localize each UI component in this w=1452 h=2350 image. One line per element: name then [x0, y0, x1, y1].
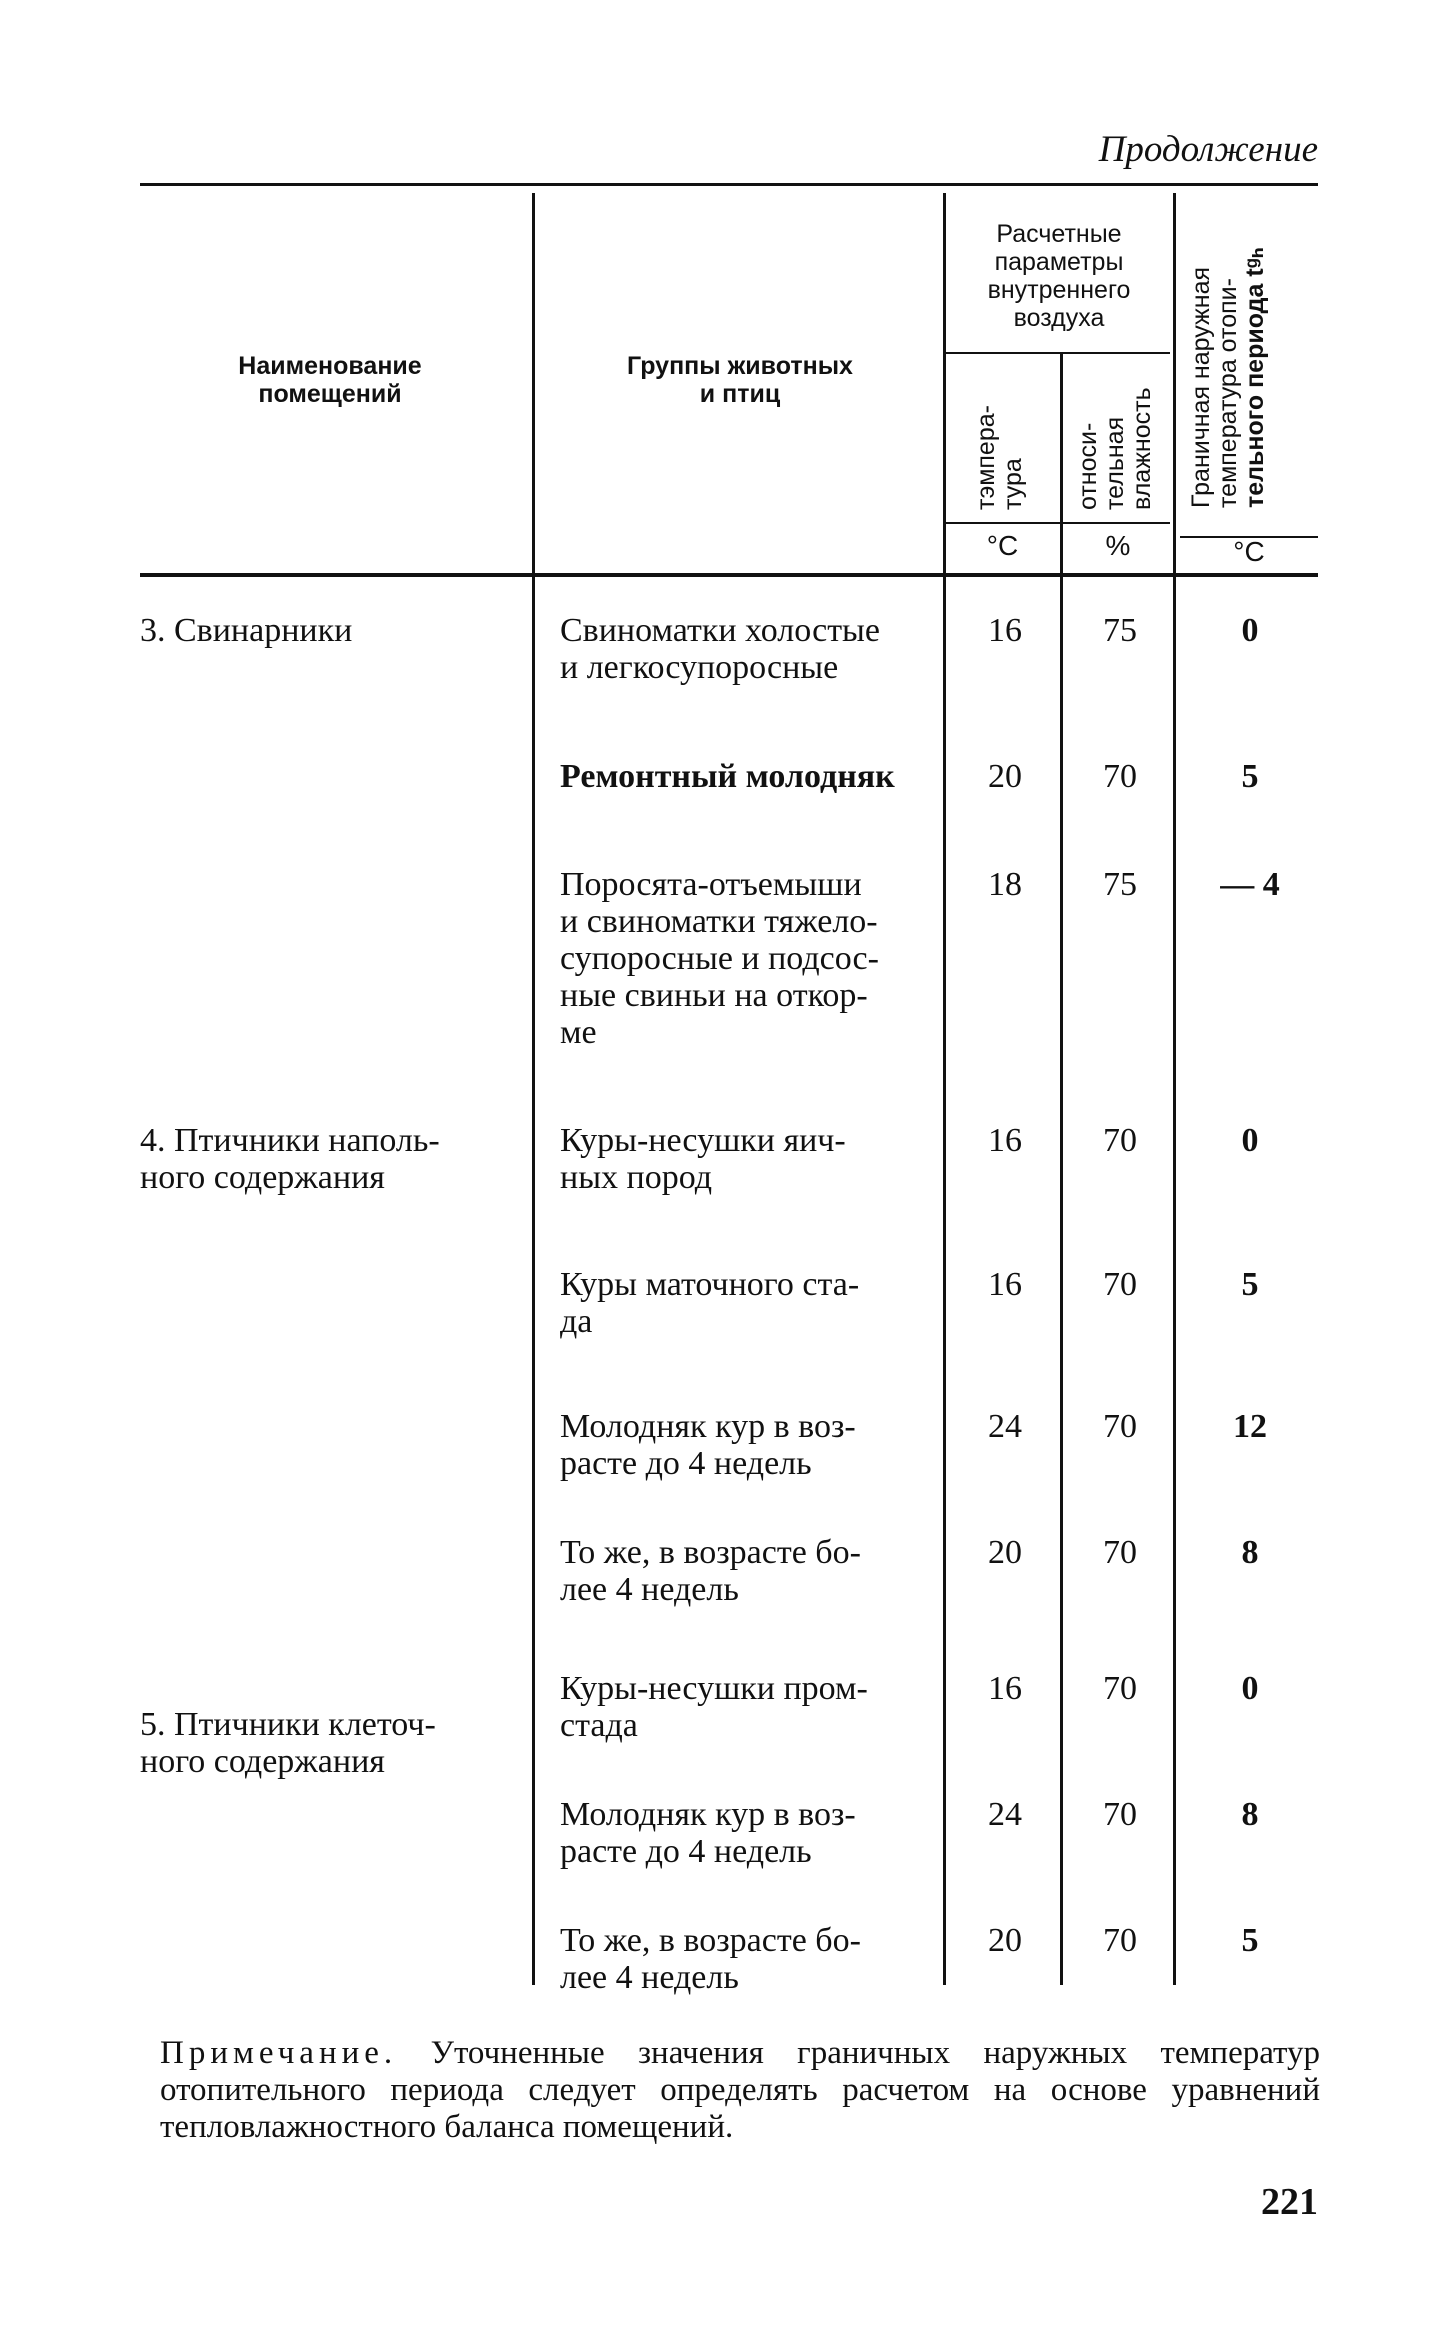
- unit-temperature: °С: [986, 530, 1019, 561]
- animal-group: [560, 1408, 940, 1482]
- cell-boundary-temp: 5: [1241, 758, 1259, 795]
- continuation-label: Продолжение: [1098, 129, 1318, 170]
- room-name-line: 3. Свинарники: [140, 612, 353, 649]
- header-boundary-line: температура отопи-: [1214, 278, 1242, 508]
- cell-temperature: 20: [988, 758, 1022, 795]
- animal-group-line: да: [560, 1303, 593, 1340]
- table-top-rule: [140, 183, 1318, 186]
- header-params-line: параметры: [994, 248, 1124, 276]
- header-groups-line: и птиц: [699, 380, 781, 408]
- col-divider-2: [943, 193, 946, 1985]
- animal-group: [560, 1796, 940, 1870]
- header-temperature: [973, 405, 1027, 510]
- animal-group-line: лее 4 недель: [560, 1571, 739, 1608]
- header-room-name: [140, 352, 520, 408]
- animal-group-line: и легкосупоросные: [560, 649, 839, 686]
- cell-temperature: 16: [988, 612, 1022, 649]
- header-params-line: воздуха: [1013, 304, 1105, 332]
- animal-group: [560, 1534, 940, 1608]
- animal-group: [560, 612, 940, 686]
- cell-humidity: 70: [1103, 1796, 1137, 1833]
- cell-humidity: 70: [1103, 1266, 1137, 1303]
- cell-humidity: 70: [1103, 1670, 1137, 1707]
- animal-group-line: Куры-несушки пром-: [560, 1670, 868, 1707]
- cell-boundary-temp: 12: [1233, 1408, 1267, 1445]
- room-name: [140, 612, 520, 649]
- animal-group: [560, 1266, 940, 1340]
- animal-group-line: То же, в возрасте бо-: [560, 1534, 861, 1571]
- animal-group-line: супоросные и подсос-: [560, 940, 879, 977]
- animal-group: [560, 1670, 940, 1744]
- room-name-line: 5. Птичники клеточ-: [140, 1706, 436, 1743]
- cell-temperature: 24: [988, 1796, 1022, 1833]
- header-bottom-rule: [140, 573, 1318, 577]
- animal-group: [560, 1922, 940, 1996]
- header-humidity-line: относи-: [1074, 422, 1102, 510]
- cell-temperature: 20: [988, 1534, 1022, 1571]
- cell-boundary-temp: 8: [1241, 1796, 1259, 1833]
- animal-group: [560, 866, 940, 1051]
- animal-group-line: лее 4 недель: [560, 1959, 739, 1996]
- animal-group-line: Молодняк кур в воз-: [560, 1796, 856, 1833]
- cell-boundary-temp: 5: [1241, 1266, 1259, 1303]
- animal-group: [560, 1122, 940, 1196]
- cell-humidity: 70: [1103, 1408, 1137, 1445]
- cell-humidity: 70: [1103, 1122, 1137, 1159]
- room-name-line: 4. Птичники наполь-: [140, 1122, 440, 1159]
- col-divider-4: [1173, 193, 1176, 1985]
- room-name: [140, 1122, 520, 1196]
- cell-temperature: 16: [988, 1122, 1022, 1159]
- header-params-line: внутреннего: [987, 276, 1131, 304]
- cell-boundary-temp: 8: [1241, 1534, 1259, 1571]
- cell-humidity: 70: [1103, 1534, 1137, 1571]
- animal-group-line: Поросята-отъемыши: [560, 866, 862, 903]
- animal-group-line: ме: [560, 1014, 597, 1051]
- col-divider-1: [532, 193, 535, 1985]
- header-params: [948, 220, 1170, 332]
- cell-temperature: 18: [988, 866, 1022, 903]
- header-boundary-temp: [1188, 247, 1269, 508]
- cell-humidity: 75: [1103, 866, 1137, 903]
- footnote: [160, 2035, 1320, 2146]
- header-humidity: [1075, 387, 1156, 510]
- cell-boundary-temp: 0: [1241, 612, 1259, 649]
- animal-group-line: То же, в возрасте бо-: [560, 1922, 861, 1959]
- cell-boundary-temp: 0: [1241, 1670, 1259, 1707]
- cell-temperature: 16: [988, 1670, 1022, 1707]
- col-divider-3: [1060, 354, 1063, 1985]
- room-name-line: ного содержания: [140, 1159, 385, 1196]
- header-room-name-line: помещений: [258, 380, 402, 408]
- animal-group-line: Куры маточного ста-: [560, 1266, 860, 1303]
- cell-boundary-temp: 5: [1241, 1922, 1259, 1959]
- animal-group-line: и свиноматки тяжело-: [560, 903, 878, 940]
- unit-boundary: °С: [1233, 536, 1265, 567]
- header-groups-line: Группы животных: [627, 352, 853, 380]
- room-name: [140, 1706, 520, 1780]
- units-divider: [945, 522, 1170, 524]
- animal-group-line: Ремонтный молодняк: [560, 758, 895, 795]
- animal-group-line: ные свиньи на откор-: [560, 977, 868, 1014]
- footnote-label: Примечание.: [160, 2035, 398, 2071]
- unit-humidity: %: [1105, 530, 1131, 561]
- footnote-text: Уточненные значения граничных наружных температур отопительного периода следует определять расчетом на основе уравнений тепловлажностного баланса помещений.: [160, 2035, 1321, 2145]
- cell-temperature: 20: [988, 1922, 1022, 1959]
- header-boundary-line: тельного периода tᵍₕ: [1241, 247, 1269, 508]
- animal-group: [560, 758, 940, 795]
- cell-humidity: 75: [1103, 612, 1137, 649]
- cell-boundary-temp: — 4: [1220, 866, 1280, 903]
- params-divider: [945, 352, 1170, 354]
- cell-temperature: 24: [988, 1408, 1022, 1445]
- animal-group-line: Куры-несушки яич-: [560, 1122, 846, 1159]
- animal-group-line: Молодняк кур в воз-: [560, 1408, 856, 1445]
- cell-temperature: 16: [988, 1266, 1022, 1303]
- header-boundary-line: Граничная наружная: [1187, 266, 1215, 508]
- animal-group-line: стада: [560, 1707, 638, 1744]
- header-humidity-line: тельная: [1101, 416, 1129, 510]
- animal-group-line: ных пород: [560, 1159, 713, 1196]
- room-name-line: ного содержания: [140, 1743, 385, 1780]
- page-number: 221: [1261, 2181, 1318, 2223]
- animal-group-line: расте до 4 недель: [560, 1445, 812, 1482]
- header-params-line: Расчетные: [996, 220, 1122, 248]
- cell-humidity: 70: [1103, 758, 1137, 795]
- cell-boundary-temp: 0: [1241, 1122, 1259, 1159]
- header-temperature-line: тура: [999, 458, 1027, 510]
- cell-humidity: 70: [1103, 1922, 1137, 1959]
- header-humidity-line: влажность: [1128, 387, 1156, 510]
- animal-group-line: Свиноматки холостые: [560, 612, 880, 649]
- header-groups: [545, 352, 935, 408]
- header-room-name-line: Наименование: [238, 352, 422, 380]
- header-temperature-line: тэмпера-: [972, 405, 1000, 510]
- animal-group-line: расте до 4 недель: [560, 1833, 812, 1870]
